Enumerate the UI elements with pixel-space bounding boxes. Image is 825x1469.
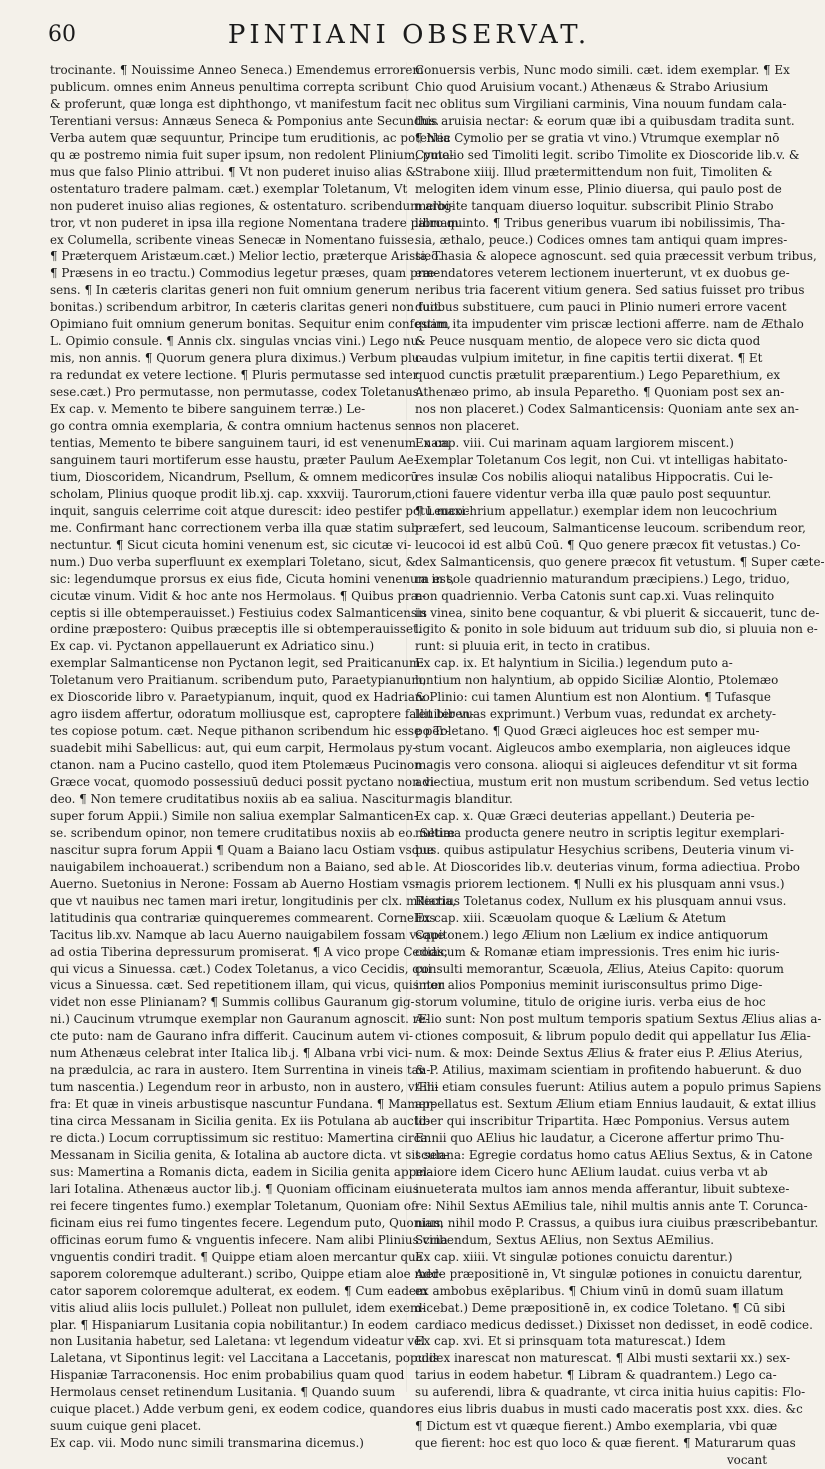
text-line: Ex cap. ix. Et halyntium in Sicilia.) legendum puto a- (415, 656, 733, 671)
text-line: L. Opimio consule. ¶ Annis clx. singulas vncias vini.) Lego nu- (50, 334, 423, 349)
text-line: po Toletano. ¶ Quod Græci aigleuces hoc est semper mu- (415, 724, 760, 739)
text-line: maiore idem Cicero hunc AElium laudat. cuius verba vt ab (415, 1164, 768, 1179)
text-line: ¶ Præterquem Aristæum.cæt.) Melior lectio, præterque Aristæo. (50, 249, 442, 264)
text-line: re dicta.) Locum corruptissimum sic restituo: Mamertina circa (50, 1131, 428, 1146)
text-line: officinas eorum fumo & vnguentis infecere. Nam alibi Plinius vina (50, 1232, 448, 1247)
text-line: inter alios Pomponius meminit iurisconsultus primo Dige- (415, 978, 763, 993)
text-line: num. & mox: Deinde Sextus Ælius & frater eius P. Ælius Aterius, (415, 1046, 803, 1061)
text-line: sculana: Egregie cordatus homo catus AElius Sextus, & in Catone (415, 1148, 813, 1162)
text-line: Exemplar Toletanum Cos legit, non Cui. vt intelligas habitato- (415, 452, 788, 467)
text-line: appellatus est. Sextum Ælium etiam Ennius laudauit, & extat illius (415, 1097, 817, 1112)
text-line: mus que falso Plinio attribui. ¶ Vt non puderet inuiso alias & (50, 164, 417, 179)
text-line: agro iisdem affertur, odoratum molliusque est, caproptere fallit biben- (50, 707, 475, 722)
text-line: ¶ Nec Cymolio per se gratia vt vino.) Vtrumque exemplar nō (415, 130, 780, 145)
text-line: Ex cap. vii. Modo nunc simili transmarina dicemus.) (50, 1436, 364, 1451)
text-line: cte puto: nam de Gaurano infra differit. Caucinum autem vi- (50, 1029, 414, 1044)
page-header (48, 14, 770, 54)
text-line: rei fecere tingentes fumo.) exemplar Toletanum, Quoniam of- (50, 1198, 420, 1213)
text-line: melogite tanquam diuerso loquitur. subscribit Plinio Strabo (415, 198, 774, 213)
text-line: exemplar Salmanticense non Pyctanon legit, sed Praiticanum: (50, 656, 425, 671)
text-line: leucocoi id est albū Coū. ¶ Quo genere præcox fit vetustas.) Co- (415, 537, 801, 552)
text-line: runt: si pluuia erit, in tecto in cratibus. (415, 639, 651, 654)
text-line: fra: Et quæ in vineis arbustisque nascuntur Fundana. ¶ Mamer- (50, 1097, 436, 1112)
text-line: se. scribendum opinor, non temere cruditatibus noxiis ab eo. Setiæ (50, 825, 455, 840)
text-line: quam ita impudenter vim priscæ lectioni afferre. nam de Æthalo (415, 317, 804, 332)
text-line: Conuersis verbis, Nunc modo simili. cæt. idem exemplar. ¶ Ex (415, 63, 790, 77)
text-line: sese.cæt.) Pro permutasse, non permutasse, codex Toletanus. (50, 385, 423, 400)
text-line: Messanam in Sicilia genita, & Iotalina ab auctore dicta. vt sit sen- (50, 1148, 449, 1162)
text-line: ficinam eius rei fumo tingentes fecere. Legendum puto, Quoniam (50, 1215, 444, 1230)
text-line: stum vocant. Aigleucos ambo exemplaria, non aigleuces idque (415, 741, 791, 756)
text-line: Ennii quo AElius hic laudatur, a Cicerone affertur primo Thu- (415, 1131, 785, 1146)
text-line: codex inarescat non maturescat. ¶ Albi musti sextarii xx.) sex- (415, 1351, 790, 1366)
text-line: Hermolaus censet retinendum Lusitania. ¶ Quando suum (50, 1385, 396, 1400)
text-line: Ex cap. v. Memento te bibere sanguinem terræ.) Le- (50, 402, 366, 417)
text-line: tarius in eodem habetur. ¶ Libram & quadrantem.) Lego ca- (415, 1368, 777, 1383)
text-line: Auerno. Suetonius in Nerone: Fossam ab Auerno Hostiam vs- (50, 876, 420, 891)
text-line: Ex cap. vi. Pyctanon appellauerunt ex Adriatico sinu.) (50, 639, 375, 654)
text-line: ¶ Leucochrium appellatur.) exemplar idem non leucochrium (415, 503, 778, 518)
text-line: sanguinem tauri mortiferum esse haustu, præter Paulum Ae- (50, 452, 418, 467)
text-line: magis priorem lectionem. ¶ Nulli ex his plusquam anni vsus.) (415, 876, 785, 891)
text-line: tror, vt non puderet in ipsa illa regione Nomentana tradere palmam. (50, 215, 463, 230)
text-line: Ex cap. viii. Cui marinam aquam largiorem miscent.) (415, 435, 734, 450)
text-line: latitudinis qua contrariæ quinqueremes commearent. Cornelius (50, 910, 436, 925)
text-line: ex ambobus exēplaribus. ¶ Chium vinū in domū suam illatum (415, 1283, 784, 1298)
text-line: nius, nihil modo P. Crassus, a quibus iura ciuibus præscribebantur. (415, 1215, 819, 1230)
text-line: storum volumine, titulo de origine iuris. verba eius de hoc (415, 995, 766, 1010)
text-line: sens. ¶ In cæteris claritas generi non fuit omnium generum (50, 283, 410, 298)
text-line: ordine præpostero: Quibus præceptis ille si obtemperauisset. (50, 622, 422, 637)
text-line: ra redundat ex vetere lectione. ¶ Pluris permutasse sed inter (50, 368, 419, 383)
text-line: ra in sole quadriennio maturandum præcipiens.) Lego, triduo, (415, 571, 790, 586)
text-line: & Plinio: cui tamen Aluntium est non Alontium. ¶ Tufasque (415, 690, 771, 705)
text-line: nos non placeret.) Codex Salmanticensis: Quoniam ante sex an- (415, 402, 799, 417)
text-line: Ex cap. xvi. Et si prinsquam tota maturescat.) Idem (415, 1334, 726, 1349)
text-line: Opimiano fuit omnium generum bonitas. Sequitur enim confestim, (50, 317, 451, 332)
text-line: Terentiani versus: Annæus Seneca & Pomponius ante Secundus. (50, 113, 440, 128)
text-line: su auferendi, libra & quadrante, vt circa initia huius capitis: Flo- (415, 1385, 806, 1400)
text-line: lontium non halyntium, ab oppido Siciliæ Alontio, Ptolemæo (415, 673, 779, 688)
text-line: Athenæo primo, ab insula Peparetho. ¶ Quoniam post sex an- (415, 385, 785, 400)
text-line: vnguentis condiri tradit. ¶ Quippe etiam aloen mercantur qua (50, 1249, 423, 1264)
text-line: Capitonem.) lego Ælium non Lælium ex indice antiquorum (415, 927, 769, 942)
text-line: Cymolio sed Timoliti legit. scribo Timolite ex Dioscoride lib.v. & (415, 147, 800, 162)
text-line: Toletanum vero Praitianum. scribendum puto, Paraetypianum, (50, 673, 427, 688)
text-line: num Athenæus celebrat inter Italica lib.j. ¶ Albana vrbi vici- (50, 1046, 413, 1061)
text-line: me. Confirmant hanc correctionem verba illa quæ statim sub- (50, 520, 423, 535)
text-line: lari Iotalina. Athenæus auctor lib.j. ¶ Quoniam officinam eius (50, 1181, 419, 1196)
text-line: tium, Dioscoridem, Nicandrum, Psellum, & omnem medicorū (50, 469, 419, 484)
text-line: nultima producta genere neutro in scriptis legitur exemplari- (415, 825, 785, 840)
text-line: non quadriennio. Verba Catonis sunt cap.xi. Vuas relinquito (415, 588, 775, 603)
text-line: ctioni fauere videntur verba illa quæ paulo post sequuntur. (415, 486, 772, 501)
text-line: Laletana, vt Sipontinus legit: vel Laccitana a Laccetanis, populis (50, 1351, 440, 1366)
text-line: videt non esse Plinianam? ¶ Summis collibus Gauranum gig- (50, 995, 415, 1010)
text-line: tes copiose potum. cæt. Neque pithanon scribendum hic esse per- (50, 724, 450, 739)
text-line: scholam, Plinius quoque prodit lib.xj. cap. xxxviij. Taurorum, (50, 486, 416, 501)
text-line: que vt nauibus nec tamen mari iretur, longitudinis per clx. miliaria, (50, 893, 457, 908)
text-line: res insulæ Cos nobilis alioqui natalibus Hippocratis. Cui le- (415, 469, 773, 484)
text-line: re: Nihil Sextus AEmilius tale, nihil multis annis ante T. Corunca- (415, 1198, 808, 1213)
text-line: Scribendum, Sextus AElius, non Sextus AEmilius. (415, 1232, 715, 1247)
text-line: suadebit mihi Sabellicus: aut, qui eum carpit, Hermolaus py- (50, 741, 417, 756)
text-line: ni.) Caucinum vtrumque exemplar non Gauranum agnoscit. re- (50, 1012, 430, 1027)
text-line: suum cuique geni placet. (50, 1419, 202, 1434)
text-line: nectuntur. ¶ Sicut cicuta homini venenum est, sic cicutæ vi- (50, 537, 412, 552)
text-line: mis, non annis. ¶ Quorum genera plura diximus.) Verbum plu- (50, 351, 424, 366)
text-line: non puderet inuiso alias regiones, & ostentaturo. scribendum arbi- (50, 198, 454, 213)
text-line: emendatores veterem lectionem inuerterunt, vt ex duobus ge- (415, 266, 790, 281)
text-line: Ælio sunt: Non post multum temporis spatium Sextus Ælius alias a- (415, 1012, 822, 1027)
text-line: cardiaco medicus dedisset.) Dixisset non dedisset, in eodē codice. (415, 1317, 813, 1332)
text-line: codicum & Romanæ etiam impressionis. Tres enim hic iuris- (415, 944, 780, 959)
text-line: Ælii etiam consules fuerunt: Atilius autem a populo primus Sapiens (415, 1080, 822, 1095)
text-line: sus: Mamertina a Romanis dicta, eadem in Sicilia genita appel- (50, 1164, 432, 1179)
text-line: trocinante. ¶ Nouissime Anneo Seneca.) Emendemus errorem (50, 63, 424, 77)
text-line: nos non placeret. (415, 419, 520, 434)
text-line: dex Salmanticensis, quo genere præcox fit vetustum. ¶ Super cæte- (415, 554, 825, 569)
text-line: inueterata multos iam annos menda afferantur, libuit subtexe- (415, 1181, 790, 1196)
text-line: nascitur supra forum Appii ¶ Quam a Baiano lacu Ostiam vsque (50, 842, 435, 857)
text-line: cator saporem coloremque adulterat, ex eodem. ¶ Cum eadem (50, 1283, 428, 1298)
text-line: præfert, sed leucoum, Salmanticense leucoum. scribendum reor, (415, 520, 806, 535)
text-line: saporem coloremque adulterant.) scribo, Quippe etiam aloe mer- (50, 1266, 443, 1281)
text-line: vicus a Sinuessa. cæt. Sed repetitionem illam, qui vicus, quis non (50, 978, 446, 993)
text-line: super forum Appii.) Simile non saliua exemplar Salmanticen- (50, 808, 418, 823)
text-line: vitis aliud aliis locis pullulet.) Polleat non pullulet, idem exem- (50, 1300, 426, 1315)
text-line: tum nascentia.) Legendum reor in arbusto, non in austero, vt in- (50, 1080, 439, 1095)
text-line: ex Columella, scribente vineas Senecæ in Nomentano fuisse. (50, 232, 418, 247)
text-line: melogiten idem vinum esse, Plinio diuersa, qui paulo post de (415, 181, 782, 196)
text-line: ostentaturo tradere palmam. cæt.) exemplar Toletanum, Vt (50, 181, 408, 196)
text-line: que fierent: hoc est quo loco & quæ fierent. ¶ Maturarum quas (415, 1436, 796, 1451)
text-line: ceptis si ille obtemperauisset.) Festiuius codex Salmanticensis (50, 605, 427, 620)
text-line: ctanon. nam a Pucino castello, quod item Ptolemæus Pucinon (50, 758, 422, 773)
text-line: Tacitus lib.xv. Namque ab lacu Auerno nauigabilem fossam vsque (50, 927, 445, 942)
text-line: cicutæ vinum. Vidit & hoc ante nos Hermolaus. ¶ Quibus præ- (50, 588, 426, 603)
text-line: qu æ postremo nimia fuit super ipsum, non redolent Plinium, puta- (50, 147, 454, 162)
text-line: tina circa Messanam in Sicilia genita. Ex iis Potulana ab aucto- (50, 1114, 430, 1129)
text-line: qui vicus a Sinuessa. cæt.) Codex Toletanus, a vico Cecidis, qui (50, 961, 432, 976)
text-line: inquit, sanguis celerrime coit atque durescit: ideo pestifer potu maxi- (50, 503, 470, 518)
text-line: ¶ Præsens in eo tractu.) Commodius legetur præses, quam præ- (50, 266, 439, 281)
text-line: ctiones composuit, & librum populo dedit qui appellatur Ius Ælia- (415, 1029, 811, 1044)
text-line: go contra omnia exemplaria, & contra omnium hactenus sen- (50, 419, 420, 434)
text-line: Chio quod Aruisium vocant.) Athenæus & Strabo Ariusium (415, 79, 769, 94)
text-line: bonitas.) scribendum arbitror, In cæteris claritas generi non fuit. (50, 300, 443, 315)
text-line: cuique placet.) Adde verbum geni, ex eodem codice, quando (50, 1402, 415, 1417)
text-line: Verba autem quæ sequuntur, Principe tum eruditionis, ac potentia (50, 130, 451, 145)
text-line: ad ostia Tiberina depressurum promiserat. ¶ A vico prope Cedias, (50, 944, 448, 959)
text-line: deo. ¶ Non temere cruditatibus noxiis ab ea saliua. Nascitur (50, 791, 414, 806)
right-text-column (415, 62, 825, 1468)
column-gutter (406, 62, 407, 1392)
text-line: duobus substituere, cum pauci in Plinio numeri errore vacent (415, 300, 787, 315)
text-line: non Lusitania habetur, sed Laletana: vt legendum videatur vel (50, 1334, 425, 1349)
text-line: magis blanditur. (415, 791, 513, 806)
catchword: vocant (726, 1453, 767, 1468)
text-line: quod cunctis prætulit præparentium.) Lego Peparethium, ex (415, 368, 781, 383)
text-line: ex Dioscoride libro v. Paraetypianum, inquit, quod ex Hadriano (50, 690, 430, 705)
text-line: Græce vocat, quomodo possessiuū deduci possit pyctano non vi- (50, 775, 439, 790)
text-line: Ex cap. xiiii. Vt singulæ potiones conuictu darentur.) (415, 1249, 733, 1264)
text-line: neribus tria facerent vitium genera. Sed satius fuisset pro tribus (415, 283, 805, 298)
text-line: si, Thasia & alopece agnoscunt. sed quia præcessit verbum tribus, (415, 249, 817, 264)
text-line: & proferunt, quæ longa est diphthongo, vt manifestum facit (50, 96, 412, 111)
text-line: libro quinto. ¶ Tribus generibus vuarum ibi nobilissimis, Tha- (415, 215, 785, 230)
text-line: caudas vulpium imitetur, in fine capitis tertii dixerat. ¶ Et (415, 351, 763, 366)
text-line: adiectiua, mustum erit non mustum scribendum. Sed vetus lectio (415, 775, 810, 790)
text-line: Strabone xiiij. Illud prætermittendum non fuit, Timoliten & (415, 164, 773, 179)
text-line: Rectius Toletanus codex, Nullum ex his plusquam annui vsus. (415, 893, 787, 908)
text-line: in vinea, sinito bene coquantur, & vbi pluerit & siccauerit, tunc de- (415, 605, 820, 620)
text-line: this aruisia nectar: & eorum quæ ibi a quibusdam tradita sunt. (415, 113, 795, 128)
running-title: PINTIANI OBSERVAT. (227, 20, 591, 50)
text-line: plar. ¶ Hispaniarum Lusitania copia nobilitantur.) In eodem (50, 1317, 409, 1332)
text-line: bus. quibus astipulatur Hesychius scribens, Deuteria vinum vi- (415, 842, 794, 857)
text-line: & Peuce nusquam mentio, de alopece vero sic dicta quod (415, 334, 761, 349)
text-line: num.) Duo verba superfluunt ex exemplari Toletano, sicut, & (50, 554, 417, 569)
text-line: & P. Atilius, maximam scientiam in profitendo habuerunt. & duo (415, 1063, 802, 1078)
text-line: nauigabilem inchoauerat.) scribendum non a Baiano, sed ab (50, 859, 414, 874)
text-line: sia, æthalo, peuce.) Codices omnes tam antiqui quam impres- (415, 232, 788, 247)
text-line: leuiter vuas exprimunt.) Verbum vuas, redundat ex archety- (415, 707, 777, 722)
text-line: nec oblitus sum Virgiliani carminis, Vina nouum fundam cala- (415, 96, 787, 111)
text-line: Adde præpositionē in, Vt singulæ potiones in conuictu darentur, (415, 1266, 803, 1281)
text-line: Ex cap. xiii. Scæuolam quoque & Lælium & Atetum (415, 910, 727, 925)
text-line: consulti memorantur, Scæuola, Ælius, Ateius Capito: quorum (415, 961, 784, 976)
text-line: ligito & ponito in sole biduum aut triduum sub dio, si pluuia non e- (415, 622, 818, 637)
text-line: na prædulcia, ac rara in austero. Item Surrentina in vineis tan- (50, 1063, 431, 1078)
text-line: tentias, Memento te bibere sanguinem tauri, id est venenum. nam (50, 435, 450, 450)
text-line: sic: legendumque prorsus ex eius fide, Cicuta homini venenum est, (50, 571, 455, 586)
text-line: magis vero consona. alioqui si aigleuces defenditur vt sit forma (415, 758, 798, 773)
text-line: liber qui inscribitur Tripartita. Hæc Pomponius. Versus autem (415, 1114, 790, 1129)
text-line: Ex cap. x. Quæ Græci deuterias appellant.) Deuteria pe- (415, 808, 755, 823)
text-line: ¶ Dictum est vt quæque fierent.) Ambo exemplaria, vbi quæ (415, 1419, 778, 1434)
text-line: dicebat.) Deme præpositionē in, ex codice Toletano. ¶ Cū sibi (415, 1300, 786, 1315)
text-line: Hispaniæ Tarraconensis. Hoc enim probabilius quam quod (50, 1368, 405, 1383)
text-line: le. At Dioscorides lib.v. deuterias vinum, forma adiectiua. Probo (415, 859, 800, 874)
text-line: res eius libris duabus in musti cado maceratis post xxx. dies. &c (415, 1402, 803, 1417)
text-line: publicum. omnes enim Anneus penultima correpta scribunt (50, 79, 409, 94)
folio-number: 60 (48, 22, 76, 47)
